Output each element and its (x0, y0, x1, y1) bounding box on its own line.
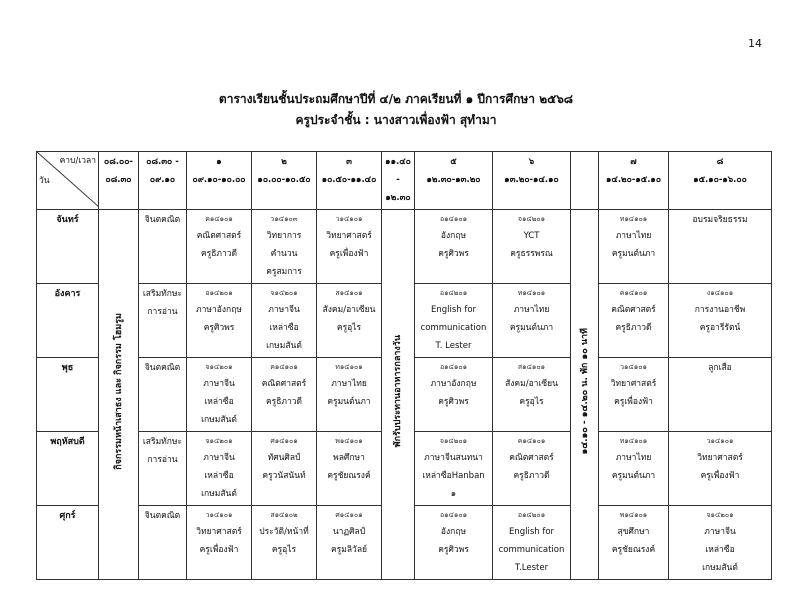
early-slot-line: เสริมทักษะ (142, 437, 183, 447)
early-slot-line: จินตคณิต (144, 363, 181, 373)
class-slot-line: ครูศิวพร (203, 323, 235, 333)
class-slot-line: เกษมสันต์ (266, 341, 302, 351)
period-header-line: ๑๐.๕๐-๑๑.๔๐ (321, 175, 377, 185)
class-slot-line: จ๑๔๒๐๑ (439, 437, 468, 445)
class-slot (415, 210, 493, 284)
period-header-line: ๑๐.๐๐-๑๐.๕๐ (257, 175, 311, 185)
early-slot (139, 432, 187, 506)
early-slot (139, 506, 187, 580)
class-slot-line: ง๑๔๑๐๑ (706, 289, 734, 297)
period-header-line: ๐๘.๐๐- (104, 157, 133, 167)
class-slot-line: จ๑๔๒๐๑ (517, 215, 546, 223)
short-break-cell (571, 210, 599, 580)
class-slot (599, 432, 669, 506)
class-slot-line: อ๑๔๒๐๑ (439, 289, 468, 297)
short-break-label: ๑๔.๑๐ - ๑๔.๒๐ น. พัก ๑๐ นาที (579, 327, 590, 455)
class-slot-line: วิทยาศาสตร์ (326, 231, 372, 241)
class-slot-line: การงานอาชีพ (694, 305, 746, 315)
class-slot-line: อังกฤษ (440, 527, 467, 537)
period-header-line: ๑๒.๓๐ (385, 193, 411, 203)
class-slot-line: ภาษาจีน (704, 527, 736, 537)
class-slot-line: ครูมนต์นภา (611, 471, 656, 481)
early-slot-line: จินตคณิต (144, 511, 181, 521)
class-slot (252, 284, 317, 358)
class-slot (669, 506, 772, 580)
class-slot-line: ภาษาไทย (331, 379, 367, 389)
class-slot (415, 432, 493, 506)
class-slot-line: English for (508, 527, 555, 537)
period-header-line: ๗ (630, 157, 637, 167)
timetable (36, 151, 772, 580)
period-header-line: ๐๘.๓๐ (105, 175, 132, 185)
class-slot (252, 506, 317, 580)
page-subtitle: ครูประจำชั้น : นางสาวเพื่องฟ้า สุทำมา (295, 113, 497, 127)
day-name: ศุกร์ (37, 506, 99, 580)
class-slot-line: เหล่าซือHanban (422, 471, 485, 481)
class-slot-line: ค๑๔๑๐๑ (205, 215, 233, 223)
morning-activity-cell (99, 210, 139, 580)
morning-activity-label: กิจกรรมหน้าเสาธง และ กิจกรรม โฮมรูม (113, 312, 124, 470)
class-slot (493, 284, 571, 358)
class-slot (187, 210, 252, 284)
class-slot-line: ว๑๔๑๐๑ (205, 511, 233, 519)
class-slot-line: เหล่าซือ (204, 397, 234, 407)
period-header (415, 152, 493, 210)
early-slot (139, 284, 187, 358)
class-slot (252, 358, 317, 432)
period-header (252, 152, 317, 210)
period-header-line: ๐๙.๑๐ (149, 175, 176, 185)
class-slot-line: ภาษาจีนสนทนา (424, 453, 483, 463)
class-slot-line: T.Lester (514, 563, 549, 573)
period-header (139, 152, 187, 210)
class-slot-line: ครูวนัสนันท์ (262, 471, 306, 481)
early-slot (139, 358, 187, 432)
early-slot-line: จินตคณิต (144, 215, 181, 225)
class-slot (187, 284, 252, 358)
class-slot-line: อังกฤษ (440, 231, 467, 241)
class-slot (415, 358, 493, 432)
lunch-break-label: พักรับประทานอาหารกลางวัน (393, 334, 403, 448)
class-slot (493, 358, 571, 432)
class-slot-line: คณิตศาสตร์ (611, 305, 656, 315)
class-slot-line: ครูเพื่องฟ้า (614, 397, 653, 407)
class-slot (669, 432, 772, 506)
class-slot (317, 210, 382, 284)
page-number: 14 (748, 37, 762, 50)
class-slot-line: ภาษาไทย (615, 231, 652, 241)
class-slot-line: เหล่าซือ (705, 545, 735, 555)
class-slot-line: ครูมนต์นภา (509, 323, 554, 333)
class-slot-line: ศ๑๔๑๐๑ (270, 437, 298, 445)
class-slot-line: เหล่าซือ (204, 471, 234, 481)
early-slot (139, 210, 187, 284)
class-slot (493, 506, 571, 580)
class-slot-line: วิทยาการ (266, 231, 302, 241)
class-slot-line: ประวัติ/หน้าที่ (259, 527, 309, 537)
class-slot-line: ครูธิภาวดี (265, 397, 303, 407)
period-header (382, 152, 415, 210)
period-header-line: ๖ (528, 157, 535, 167)
class-slot-line: ๑ (450, 489, 457, 499)
class-slot-line: คณิตศาสตร์ (196, 231, 242, 241)
class-slot-line: ส๑๔๑๐๑ (335, 289, 363, 297)
class-slot-line: ครูอารีรัตน์ (699, 323, 741, 333)
class-slot-line: ครูชัยณรงค์ (611, 545, 656, 555)
class-slot-line: ส๑๔๑๐๒ (270, 511, 298, 519)
class-slot-line: อ๑๔๒๐๑ (205, 289, 233, 297)
class-slot-line: ครูธิภาวดี (513, 471, 550, 481)
period-header-line: ๑๒.๓๐-๑๓.๒๐ (426, 175, 481, 185)
class-slot (252, 210, 317, 284)
class-slot (493, 432, 571, 506)
class-slot-line: พลศึกษา (333, 453, 365, 463)
class-slot-line: อ๑๔๑๐๑ (439, 511, 468, 519)
early-slot-line: การอ่าน (147, 307, 178, 317)
class-slot (252, 432, 317, 506)
class-slot-line: นาฏศิลป์ (332, 527, 366, 537)
period-header-line: ๑๔.๒๐-๑๕.๑๐ (605, 175, 662, 185)
class-slot (187, 358, 252, 432)
class-slot-line: คณิตศาสตร์ (509, 453, 554, 463)
class-slot (415, 284, 493, 358)
day-row (37, 210, 772, 284)
class-slot-line: ว๑๔๑๐๑ (706, 437, 734, 445)
class-slot-line: ท๑๔๑๐๑ (619, 215, 648, 223)
class-slot-line: เหล่าซือ (269, 323, 299, 333)
class-slot (669, 210, 772, 284)
class-slot-line: ภาษาจีน (203, 379, 235, 389)
class-slot (317, 432, 382, 506)
class-slot-line: communication (498, 545, 565, 555)
class-slot-line: วิทยาศาสตร์ (610, 379, 657, 389)
header-row (37, 152, 772, 210)
class-slot (599, 358, 669, 432)
class-slot-line: ครูธิภาวดี (615, 323, 652, 333)
class-slot-line: จ๑๔๒๐๑ (706, 511, 734, 519)
class-slot-line: อ๑๔๑๐๑ (439, 215, 468, 223)
class-slot-line: วิทยาศาสตร์ (196, 527, 242, 537)
class-slot-line: เกษมสันต์ (702, 563, 738, 573)
class-slot-line: ครูมนต์นภา (611, 249, 656, 259)
class-slot-line: ครูอุไร (336, 323, 362, 333)
class-slot-line: จ๑๔๒๐๑ (270, 289, 298, 297)
class-slot-line: อบรมจริยธรรม (692, 215, 748, 225)
class-slot (415, 506, 493, 580)
class-slot-line: คำนวน (270, 249, 298, 259)
class-slot-line: ครูธรรพรณ (510, 249, 553, 259)
period-header-line: ๑๑.๔๐ (385, 157, 411, 167)
class-slot-line: ว๑๔๑๐๑ (620, 363, 647, 371)
class-slot-line: ภาษาอังกฤษ (430, 379, 477, 389)
corner-cell (37, 152, 99, 210)
class-slot-line: ส๑๔๑๐๑ (517, 363, 546, 371)
class-slot-line: ครูอุไร (271, 545, 297, 555)
day-name: จันทร์ (37, 210, 99, 284)
class-slot-line: ลูกเสือ (708, 363, 732, 373)
class-slot-line: พ๑๔๑๐๑ (335, 437, 363, 445)
class-slot-line: ครูธิภาวดี (200, 249, 238, 259)
class-slot (493, 210, 571, 284)
class-slot (317, 284, 382, 358)
class-slot (599, 284, 669, 358)
class-slot (599, 506, 669, 580)
class-slot-line: ท๑๔๑๐๑ (619, 437, 648, 445)
class-slot-line: สังคม/อาเซียน (505, 379, 558, 389)
class-slot (317, 506, 382, 580)
class-slot-line: ภาษาไทย (615, 453, 652, 463)
period-header-line: ๐๙.๑๐-๑๐.๐๐ (192, 175, 246, 185)
class-slot-line: ครูมลิวัลย์ (330, 545, 368, 555)
class-slot-line: T. Lester (435, 341, 472, 351)
period-header (99, 152, 139, 210)
corner-period-label: คาบ/เวลา (59, 156, 96, 166)
class-slot-line: ภาษาจีน (203, 453, 235, 463)
class-slot-line: ครูศิวพร (438, 545, 469, 555)
class-slot-line: ค๑๔๑๐๑ (270, 363, 298, 371)
class-slot-line: ครูเพื่องฟ้า (700, 471, 740, 481)
class-slot-line: ครูเพื่องฟ้า (329, 249, 369, 259)
day-name: อังคาร (37, 284, 99, 358)
class-slot-line: จ๑๔๒๐๑ (205, 437, 233, 445)
period-header-line: ๓ (346, 157, 352, 167)
class-slot (187, 506, 252, 580)
period-header (571, 152, 599, 210)
class-slot-line: เกษมสันต์ (201, 489, 237, 499)
period-header (187, 152, 252, 210)
class-slot-line: ว๑๔๑๐๓ (270, 215, 298, 223)
period-header (599, 152, 669, 210)
class-slot-line: วิทยาศาสตร์ (697, 453, 743, 463)
day-name: พุธ (37, 358, 99, 432)
class-slot-line: อ๑๔๒๐๑ (517, 511, 546, 519)
class-slot-line: communication (420, 323, 487, 333)
period-header-line: ๑ (216, 157, 222, 167)
early-slot-line: การอ่าน (147, 455, 178, 465)
period-header-line: ๘ (716, 157, 724, 167)
class-slot-line: English for (430, 305, 477, 315)
period-header (493, 152, 571, 210)
class-slot-line: ครูศิวพร (438, 397, 469, 407)
class-slot-line: ทัศนศิลป์ (267, 453, 301, 463)
lunch-break-cell (382, 210, 415, 580)
class-slot-line: ภาษาไทย (513, 305, 550, 315)
period-header-line: ๑๓.๒๐-๑๔.๑๐ (504, 175, 559, 185)
period-header-line: ๒ (281, 157, 287, 167)
early-slot-line: เสริมทักษะ (142, 289, 183, 299)
period-header-line: ๐๘.๓๐ - (146, 157, 179, 167)
class-slot-line: สุขศึกษา (617, 527, 650, 537)
class-slot-line: ภาษาอังกฤษ (196, 305, 242, 315)
class-slot-line: เกษมสันต์ (201, 415, 237, 425)
class-slot-line: ค๑๔๑๐๑ (517, 437, 546, 445)
class-slot-line: สังคม/อาเซียน (322, 305, 376, 315)
class-slot-line: พ๑๔๑๐๑ (619, 511, 648, 519)
class-slot (187, 432, 252, 506)
class-slot-line: YCT (523, 231, 540, 241)
corner-day-label: วัน (39, 176, 50, 186)
class-slot (669, 284, 772, 358)
class-slot-line: ครูชัยณรงค์ (327, 471, 371, 481)
period-header-line: ๑๕.๑๐-๑๖.๐๐ (693, 175, 747, 185)
class-slot-line: ครูศิวพร (438, 249, 469, 259)
class-slot (599, 210, 669, 284)
class-slot-line: ค๑๔๑๐๑ (619, 289, 648, 297)
class-slot-line: ท๑๔๑๐๑ (517, 289, 546, 297)
class-slot-line: ศ๑๔๑๐๑ (335, 511, 363, 519)
class-slot (317, 358, 382, 432)
period-header-line: ๕ (450, 157, 457, 167)
period-header (317, 152, 382, 210)
class-slot-line: ครูมนต์นภา (327, 397, 371, 407)
class-slot-line: คณิตศาสตร์ (261, 379, 307, 389)
class-slot-line: จ๑๔๒๐๑ (205, 363, 233, 371)
class-slot-line: ภาษาจีน (268, 305, 300, 315)
class-slot-line: อ๑๔๑๐๑ (439, 363, 468, 371)
class-slot-line: ว๑๔๑๐๑ (335, 215, 363, 223)
period-header-line: - (396, 175, 400, 185)
class-slot-line: ครูอุไร (519, 397, 544, 407)
page-title: ตารางเรียนชั้นประถมศึกษาปีที่ ๔/๒ ภาคเรียนที่ ๑ ปีการศึกษา ๒๕๖๘ (218, 92, 574, 106)
day-name: พฤหัสบดี (37, 432, 99, 506)
class-slot-line: ครูสมการ (266, 267, 302, 277)
period-header (669, 152, 772, 210)
class-slot-line: ท๑๔๑๐๑ (335, 363, 363, 371)
class-slot-line: ครูเพื่องฟ้า (199, 545, 239, 555)
class-slot (669, 358, 772, 432)
